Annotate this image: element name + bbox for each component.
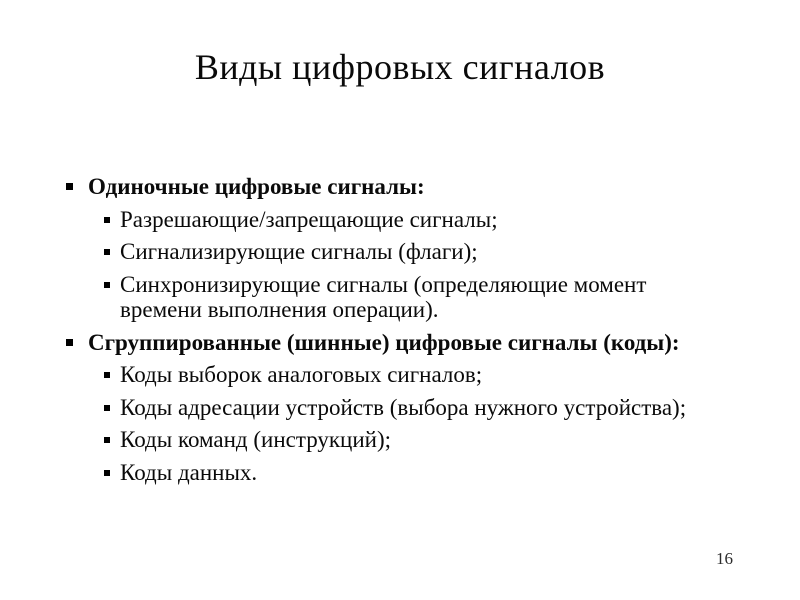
sub-bullet-label: Синхронизирующие сигналы (определяющие момент времени выполнения операции). [120, 271, 647, 322]
sub-bullet-label: Коды команд (инструкций); [120, 427, 392, 452]
bullet-square-icon [66, 339, 73, 346]
page-number: 16 [716, 549, 733, 568]
slide-title: Виды цифровых сигналов [194, 47, 606, 87]
bullet-square-icon [104, 405, 110, 411]
sub-bullet-item [0, 272, 800, 323]
sub-bullet-label: Коды адресации устройств (выбора нужного устройства); [120, 394, 687, 420]
sub-bullet-item [0, 460, 800, 486]
sub-bullet-label: Разрешающие/запрещающие сигналы; [120, 206, 498, 232]
bullet-square-icon [104, 282, 110, 288]
bullet-item [0, 174, 800, 200]
bullet-square-icon [104, 437, 110, 443]
sub-bullet-item [0, 427, 800, 453]
sub-bullet-label: Сигнализирующие сигналы (флаги); [120, 239, 478, 264]
sub-bullet-item [0, 239, 800, 265]
sub-bullet-item [0, 207, 800, 233]
bullet-square-icon [104, 217, 110, 223]
bullet-square-icon [66, 183, 73, 190]
sub-bullet-item [0, 395, 800, 421]
bullet-square-icon [104, 470, 110, 476]
bullet-item [0, 330, 800, 356]
sub-bullet-item [0, 362, 800, 388]
bullet-item-label: Одиночные цифровые сигналы: [88, 174, 425, 199]
bullet-list [0, 174, 800, 492]
bullet-square-icon [104, 372, 110, 378]
bullet-square-icon [104, 249, 110, 255]
sub-bullet-label: Коды выборок аналоговых сигналов; [120, 362, 483, 387]
sub-bullet-label: Коды данных. [120, 459, 258, 485]
bullet-item-label: Сгруппированные (шинные) цифровые сигналы (коды): [88, 329, 680, 355]
